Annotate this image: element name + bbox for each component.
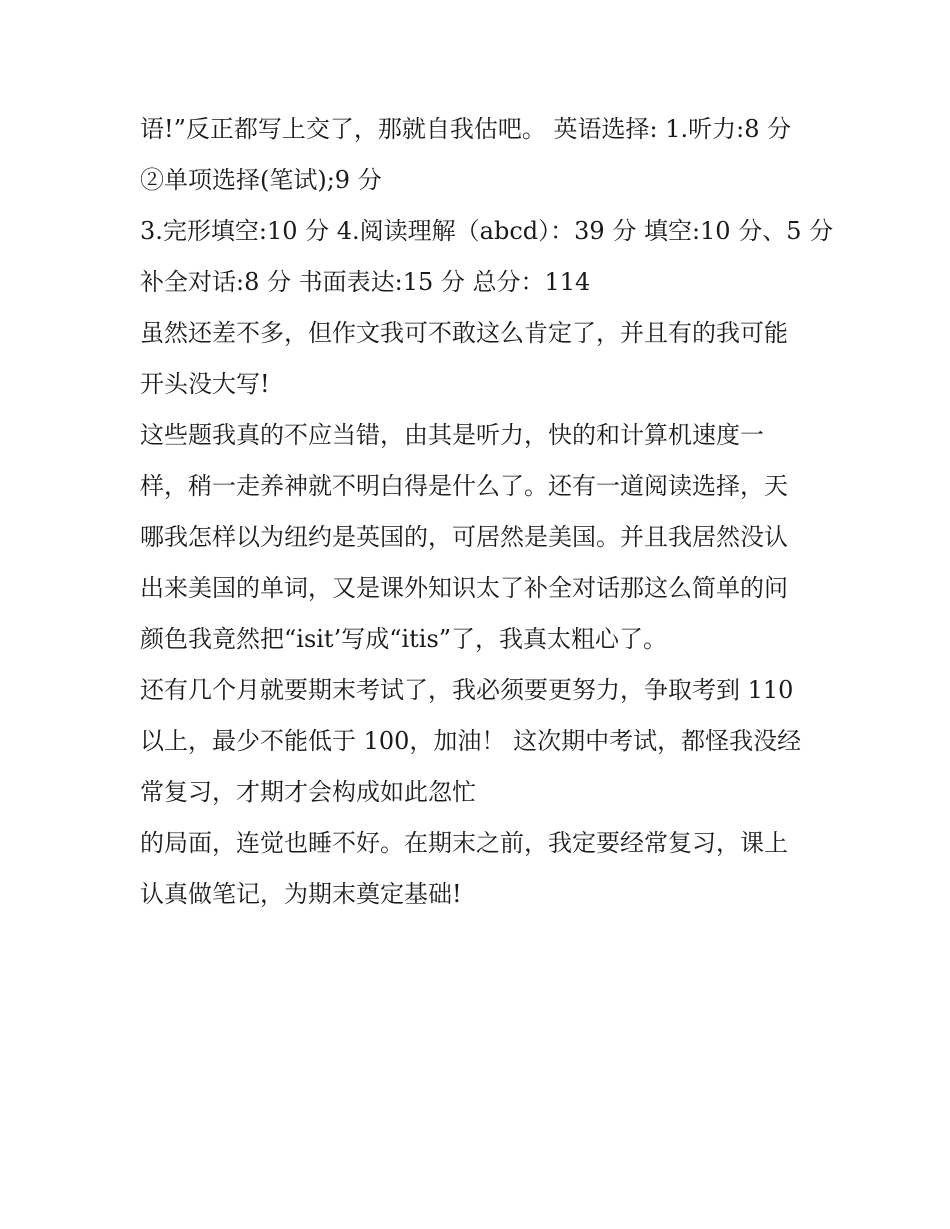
text-line: ②单项选择(笔试);9 分 bbox=[140, 166, 382, 194]
document-body bbox=[140, 104, 834, 920]
text-line: 以上，最少不能低于 100，加油！ 这次期中考试，都怪我没经 bbox=[140, 727, 802, 755]
text-line: 这些题我真的不应当错，由其是听力，快的和计算机速度一 bbox=[140, 421, 764, 449]
text-line: 出来美国的单词，又是课外知识太了补全对话那这么简单的问 bbox=[140, 574, 788, 602]
text-line: 虽然还差不多，但作文我可不敢这么肯定了，并且有的我可能 bbox=[140, 319, 788, 347]
text-line: 语!”反正都写上交了，那就自我估吧。 英语选择: 1.听力:8 分 bbox=[140, 115, 792, 143]
text-line: 补全对话:8 分 书面表达:15 分 总分：114 bbox=[140, 268, 591, 296]
text-line: 的局面，连觉也睡不好。在期末之前，我定要经常复习，课上 bbox=[140, 829, 788, 857]
text-line: 开头没大写! bbox=[140, 370, 270, 398]
text-line: 3.完形填空:10 分 4.阅读理解（abcd）：39 分 填空:10 分、5 分 bbox=[140, 217, 834, 245]
text-line: 样，稍一走养神就不明白得是什么了。还有一道阅读选择，天 bbox=[140, 472, 788, 500]
text-line: 常复习，才期才会构成如此忽忙 bbox=[140, 778, 476, 806]
text-line: 哪我怎样以为纽约是英国的，可居然是美国。并且我居然没认 bbox=[140, 523, 788, 551]
text-line: 还有几个月就要期末考试了，我必须要更努力，争取考到 110 bbox=[140, 676, 794, 704]
text-line: 认真做笔记，为期末奠定基础! bbox=[140, 880, 462, 908]
text-line: 颜色我竟然把“isit’写成“itis”了，我真太粗心了。 bbox=[140, 625, 668, 653]
